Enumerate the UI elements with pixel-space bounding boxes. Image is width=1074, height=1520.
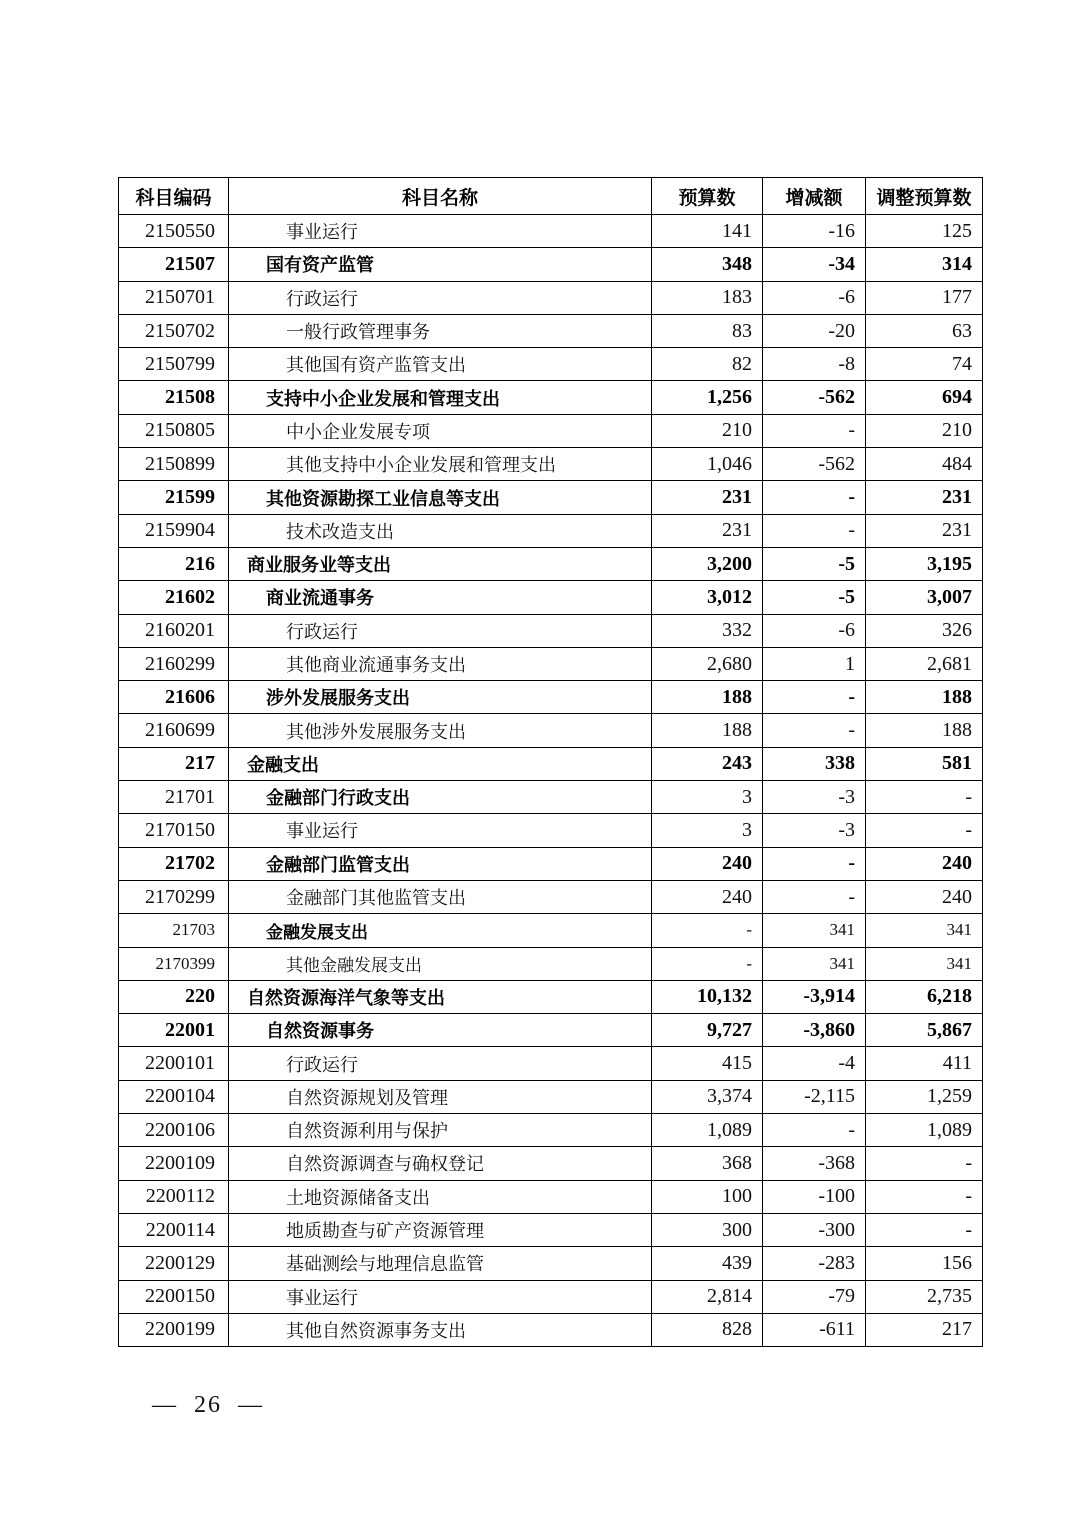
- change-value-cell: -: [763, 1114, 866, 1147]
- budget-value-cell: 183: [652, 281, 763, 314]
- budget-value-cell: -: [652, 947, 763, 980]
- budget-value-cell: -: [652, 914, 763, 947]
- table-row: [119, 481, 983, 514]
- subject-name-cell: 涉外发展服务支出: [229, 681, 652, 714]
- change-value-cell: -: [763, 481, 866, 514]
- budget-value-cell: 3,374: [652, 1080, 763, 1113]
- subject-name-cell: 技术改造支出: [229, 514, 652, 547]
- subject-code-cell: 2200101: [119, 1047, 229, 1080]
- subject-code-cell: 21701: [119, 781, 229, 814]
- subject-code-cell: 220: [119, 980, 229, 1013]
- subject-code-cell: 2160201: [119, 614, 229, 647]
- table-row: [119, 614, 983, 647]
- table-row: [119, 1180, 983, 1213]
- subject-code-cell: 2160299: [119, 647, 229, 680]
- adjusted-value-cell: 240: [866, 847, 983, 880]
- subject-name-cell: 其他国有资产监管支出: [229, 348, 652, 381]
- subject-code-cell: 2170299: [119, 880, 229, 913]
- change-value-cell: -4: [763, 1047, 866, 1080]
- table-row: [119, 314, 983, 347]
- change-value-cell: -100: [763, 1180, 866, 1213]
- subject-name-cell: 金融部门行政支出: [229, 781, 652, 814]
- subject-name-cell: 国有资产监管: [229, 248, 652, 281]
- change-value-cell: -: [763, 714, 866, 747]
- adjusted-value-cell: 231: [866, 481, 983, 514]
- column-header-subject-code: 科目编码: [119, 178, 229, 215]
- subject-name-cell: 基础测绘与地理信息监管: [229, 1247, 652, 1280]
- subject-name-cell: 事业运行: [229, 1280, 652, 1313]
- subject-name-cell: 自然资源利用与保护: [229, 1114, 652, 1147]
- subject-name-cell: 其他金融发展支出: [229, 947, 652, 980]
- change-value-cell: -5: [763, 581, 866, 614]
- budget-value-cell: 348: [652, 248, 763, 281]
- adjusted-value-cell: 341: [866, 947, 983, 980]
- subject-code-cell: 216: [119, 547, 229, 580]
- table-row: [119, 514, 983, 547]
- subject-name-cell: 行政运行: [229, 614, 652, 647]
- change-value-cell: -2,115: [763, 1080, 866, 1113]
- budget-value-cell: 243: [652, 747, 763, 780]
- subject-code-cell: 2200129: [119, 1247, 229, 1280]
- budget-value-cell: 188: [652, 714, 763, 747]
- adjusted-value-cell: 63: [866, 314, 983, 347]
- change-value-cell: 1: [763, 647, 866, 680]
- adjusted-value-cell: 210: [866, 414, 983, 447]
- table-row: [119, 348, 983, 381]
- table-row: [119, 714, 983, 747]
- subject-code-cell: 2150799: [119, 348, 229, 381]
- change-value-cell: -283: [763, 1247, 866, 1280]
- adjusted-value-cell: 2,681: [866, 647, 983, 680]
- change-value-cell: -6: [763, 614, 866, 647]
- budget-value-cell: 2,814: [652, 1280, 763, 1313]
- subject-name-cell: 事业运行: [229, 814, 652, 847]
- subject-name-cell: 地质勘查与矿产资源管理: [229, 1213, 652, 1246]
- subject-name-cell: 自然资源调查与确权登记: [229, 1147, 652, 1180]
- subject-name-cell: 金融部门监管支出: [229, 847, 652, 880]
- subject-code-cell: 22001: [119, 1014, 229, 1047]
- budget-value-cell: 3: [652, 781, 763, 814]
- change-value-cell: -: [763, 514, 866, 547]
- change-value-cell: 338: [763, 747, 866, 780]
- adjusted-value-cell: -: [866, 1147, 983, 1180]
- budget-value-cell: 82: [652, 348, 763, 381]
- budget-value-cell: 1,256: [652, 381, 763, 414]
- budget-value-cell: 100: [652, 1180, 763, 1213]
- subject-name-cell: 自然资源事务: [229, 1014, 652, 1047]
- adjusted-value-cell: 314: [866, 248, 983, 281]
- change-value-cell: -300: [763, 1213, 866, 1246]
- subject-name-cell: 商业服务业等支出: [229, 547, 652, 580]
- adjusted-value-cell: -: [866, 1180, 983, 1213]
- table-row: [119, 1047, 983, 1080]
- adjusted-value-cell: 341: [866, 914, 983, 947]
- table-row: [119, 1313, 983, 1346]
- subject-name-cell: 其他商业流通事务支出: [229, 647, 652, 680]
- budget-value-cell: 210: [652, 414, 763, 447]
- table-row: [119, 980, 983, 1013]
- budget-table: [118, 177, 983, 1347]
- column-header-adjusted-budget: 调整预算数: [866, 178, 983, 215]
- subject-code-cell: 2150702: [119, 314, 229, 347]
- table-row: [119, 880, 983, 913]
- adjusted-value-cell: 188: [866, 714, 983, 747]
- change-value-cell: -: [763, 414, 866, 447]
- subject-name-cell: 支持中小企业发展和管理支出: [229, 381, 652, 414]
- change-value-cell: -16: [763, 215, 866, 248]
- subject-code-cell: 2200114: [119, 1213, 229, 1246]
- table-header: [119, 178, 983, 215]
- adjusted-value-cell: 3,195: [866, 547, 983, 580]
- subject-code-cell: 2170150: [119, 814, 229, 847]
- table-row: [119, 1114, 983, 1147]
- budget-value-cell: 231: [652, 514, 763, 547]
- table-row: [119, 847, 983, 880]
- budget-value-cell: 1,046: [652, 448, 763, 481]
- adjusted-value-cell: 188: [866, 681, 983, 714]
- change-value-cell: -6: [763, 281, 866, 314]
- change-value-cell: -34: [763, 248, 866, 281]
- subject-code-cell: 2159904: [119, 514, 229, 547]
- subject-code-cell: 21702: [119, 847, 229, 880]
- subject-code-cell: 217: [119, 747, 229, 780]
- subject-name-cell: 其他自然资源事务支出: [229, 1313, 652, 1346]
- budget-value-cell: 300: [652, 1213, 763, 1246]
- table-row: [119, 547, 983, 580]
- adjusted-value-cell: -: [866, 1213, 983, 1246]
- adjusted-value-cell: 5,867: [866, 1014, 983, 1047]
- budget-value-cell: 3,200: [652, 547, 763, 580]
- change-value-cell: -562: [763, 448, 866, 481]
- adjusted-value-cell: 240: [866, 880, 983, 913]
- subject-code-cell: 21507: [119, 248, 229, 281]
- table-row: [119, 647, 983, 680]
- budget-value-cell: 83: [652, 314, 763, 347]
- adjusted-value-cell: 231: [866, 514, 983, 547]
- subject-code-cell: 21602: [119, 581, 229, 614]
- change-value-cell: -79: [763, 1280, 866, 1313]
- subject-code-cell: 21508: [119, 381, 229, 414]
- subject-name-cell: 金融部门其他监管支出: [229, 880, 652, 913]
- adjusted-value-cell: 326: [866, 614, 983, 647]
- table-row: [119, 1147, 983, 1180]
- change-value-cell: 341: [763, 914, 866, 947]
- adjusted-value-cell: 177: [866, 281, 983, 314]
- subject-name-cell: 土地资源储备支出: [229, 1180, 652, 1213]
- subject-code-cell: 2150550: [119, 215, 229, 248]
- column-header-change: 增减额: [763, 178, 866, 215]
- subject-name-cell: 一般行政管理事务: [229, 314, 652, 347]
- budget-value-cell: 10,132: [652, 980, 763, 1013]
- table-row: [119, 681, 983, 714]
- change-value-cell: -3,860: [763, 1014, 866, 1047]
- adjusted-value-cell: -: [866, 781, 983, 814]
- table-row: [119, 1280, 983, 1313]
- subject-name-cell: 其他支持中小企业发展和管理支出: [229, 448, 652, 481]
- change-value-cell: -: [763, 847, 866, 880]
- table-row: [119, 781, 983, 814]
- table-row: [119, 381, 983, 414]
- subject-name-cell: 其他资源勘探工业信息等支出: [229, 481, 652, 514]
- subject-name-cell: 商业流通事务: [229, 581, 652, 614]
- table-row: [119, 747, 983, 780]
- subject-code-cell: 2200150: [119, 1280, 229, 1313]
- column-header-budget: 预算数: [652, 178, 763, 215]
- adjusted-value-cell: 156: [866, 1247, 983, 1280]
- budget-value-cell: 9,727: [652, 1014, 763, 1047]
- budget-value-cell: 240: [652, 880, 763, 913]
- adjusted-value-cell: 217: [866, 1313, 983, 1346]
- subject-code-cell: 2200112: [119, 1180, 229, 1213]
- table-row: [119, 448, 983, 481]
- adjusted-value-cell: 411: [866, 1047, 983, 1080]
- budget-value-cell: 188: [652, 681, 763, 714]
- subject-code-cell: 2150805: [119, 414, 229, 447]
- column-header-subject-name: 科目名称: [229, 178, 652, 215]
- subject-code-cell: 21703: [119, 914, 229, 947]
- subject-name-cell: 行政运行: [229, 1047, 652, 1080]
- adjusted-value-cell: 694: [866, 381, 983, 414]
- adjusted-value-cell: 581: [866, 747, 983, 780]
- subject-code-cell: 2200104: [119, 1080, 229, 1113]
- budget-value-cell: 240: [652, 847, 763, 880]
- change-value-cell: -3: [763, 814, 866, 847]
- adjusted-value-cell: 125: [866, 215, 983, 248]
- subject-code-cell: 21606: [119, 681, 229, 714]
- subject-code-cell: 21599: [119, 481, 229, 514]
- change-value-cell: -20: [763, 314, 866, 347]
- budget-value-cell: 3: [652, 814, 763, 847]
- adjusted-value-cell: 1,089: [866, 1114, 983, 1147]
- change-value-cell: -: [763, 880, 866, 913]
- adjusted-value-cell: -: [866, 814, 983, 847]
- subject-code-cell: 2160699: [119, 714, 229, 747]
- budget-value-cell: 231: [652, 481, 763, 514]
- table-row: [119, 281, 983, 314]
- change-value-cell: 341: [763, 947, 866, 980]
- table-row: [119, 1247, 983, 1280]
- change-value-cell: -368: [763, 1147, 866, 1180]
- subject-code-cell: 2200109: [119, 1147, 229, 1180]
- change-value-cell: -562: [763, 381, 866, 414]
- subject-name-cell: 事业运行: [229, 215, 652, 248]
- subject-name-cell: 行政运行: [229, 281, 652, 314]
- table-row: [119, 1080, 983, 1113]
- subject-code-cell: 2200106: [119, 1114, 229, 1147]
- adjusted-value-cell: 484: [866, 448, 983, 481]
- subject-name-cell: 金融支出: [229, 747, 652, 780]
- table-row: [119, 947, 983, 980]
- table-row: [119, 414, 983, 447]
- change-value-cell: -5: [763, 547, 866, 580]
- change-value-cell: -3,914: [763, 980, 866, 1013]
- table-row: [119, 581, 983, 614]
- adjusted-value-cell: 74: [866, 348, 983, 381]
- subject-name-cell: 其他涉外发展服务支出: [229, 714, 652, 747]
- budget-value-cell: 415: [652, 1047, 763, 1080]
- adjusted-value-cell: 3,007: [866, 581, 983, 614]
- table-row: [119, 914, 983, 947]
- adjusted-value-cell: 6,218: [866, 980, 983, 1013]
- subject-code-cell: 2150899: [119, 448, 229, 481]
- table-row: [119, 248, 983, 281]
- subject-name-cell: 金融发展支出: [229, 914, 652, 947]
- budget-value-cell: 3,012: [652, 581, 763, 614]
- subject-code-cell: 2150701: [119, 281, 229, 314]
- subject-code-cell: 2200199: [119, 1313, 229, 1346]
- adjusted-value-cell: 2,735: [866, 1280, 983, 1313]
- budget-value-cell: 439: [652, 1247, 763, 1280]
- subject-code-cell: 2170399: [119, 947, 229, 980]
- page-number: — 26 —: [152, 1392, 264, 1418]
- budget-value-cell: 332: [652, 614, 763, 647]
- table-body: [119, 215, 983, 1347]
- change-value-cell: -3: [763, 781, 866, 814]
- table-row: [119, 1014, 983, 1047]
- subject-name-cell: 中小企业发展专项: [229, 414, 652, 447]
- subject-name-cell: 自然资源海洋气象等支出: [229, 980, 652, 1013]
- table-row: [119, 1213, 983, 1246]
- table-row: [119, 215, 983, 248]
- table-header-row: [119, 178, 983, 215]
- table-row: [119, 814, 983, 847]
- change-value-cell: -: [763, 681, 866, 714]
- budget-value-cell: 141: [652, 215, 763, 248]
- subject-name-cell: 自然资源规划及管理: [229, 1080, 652, 1113]
- budget-value-cell: 1,089: [652, 1114, 763, 1147]
- change-value-cell: -8: [763, 348, 866, 381]
- budget-value-cell: 2,680: [652, 647, 763, 680]
- budget-value-cell: 368: [652, 1147, 763, 1180]
- adjusted-value-cell: 1,259: [866, 1080, 983, 1113]
- change-value-cell: -611: [763, 1313, 866, 1346]
- budget-value-cell: 828: [652, 1313, 763, 1346]
